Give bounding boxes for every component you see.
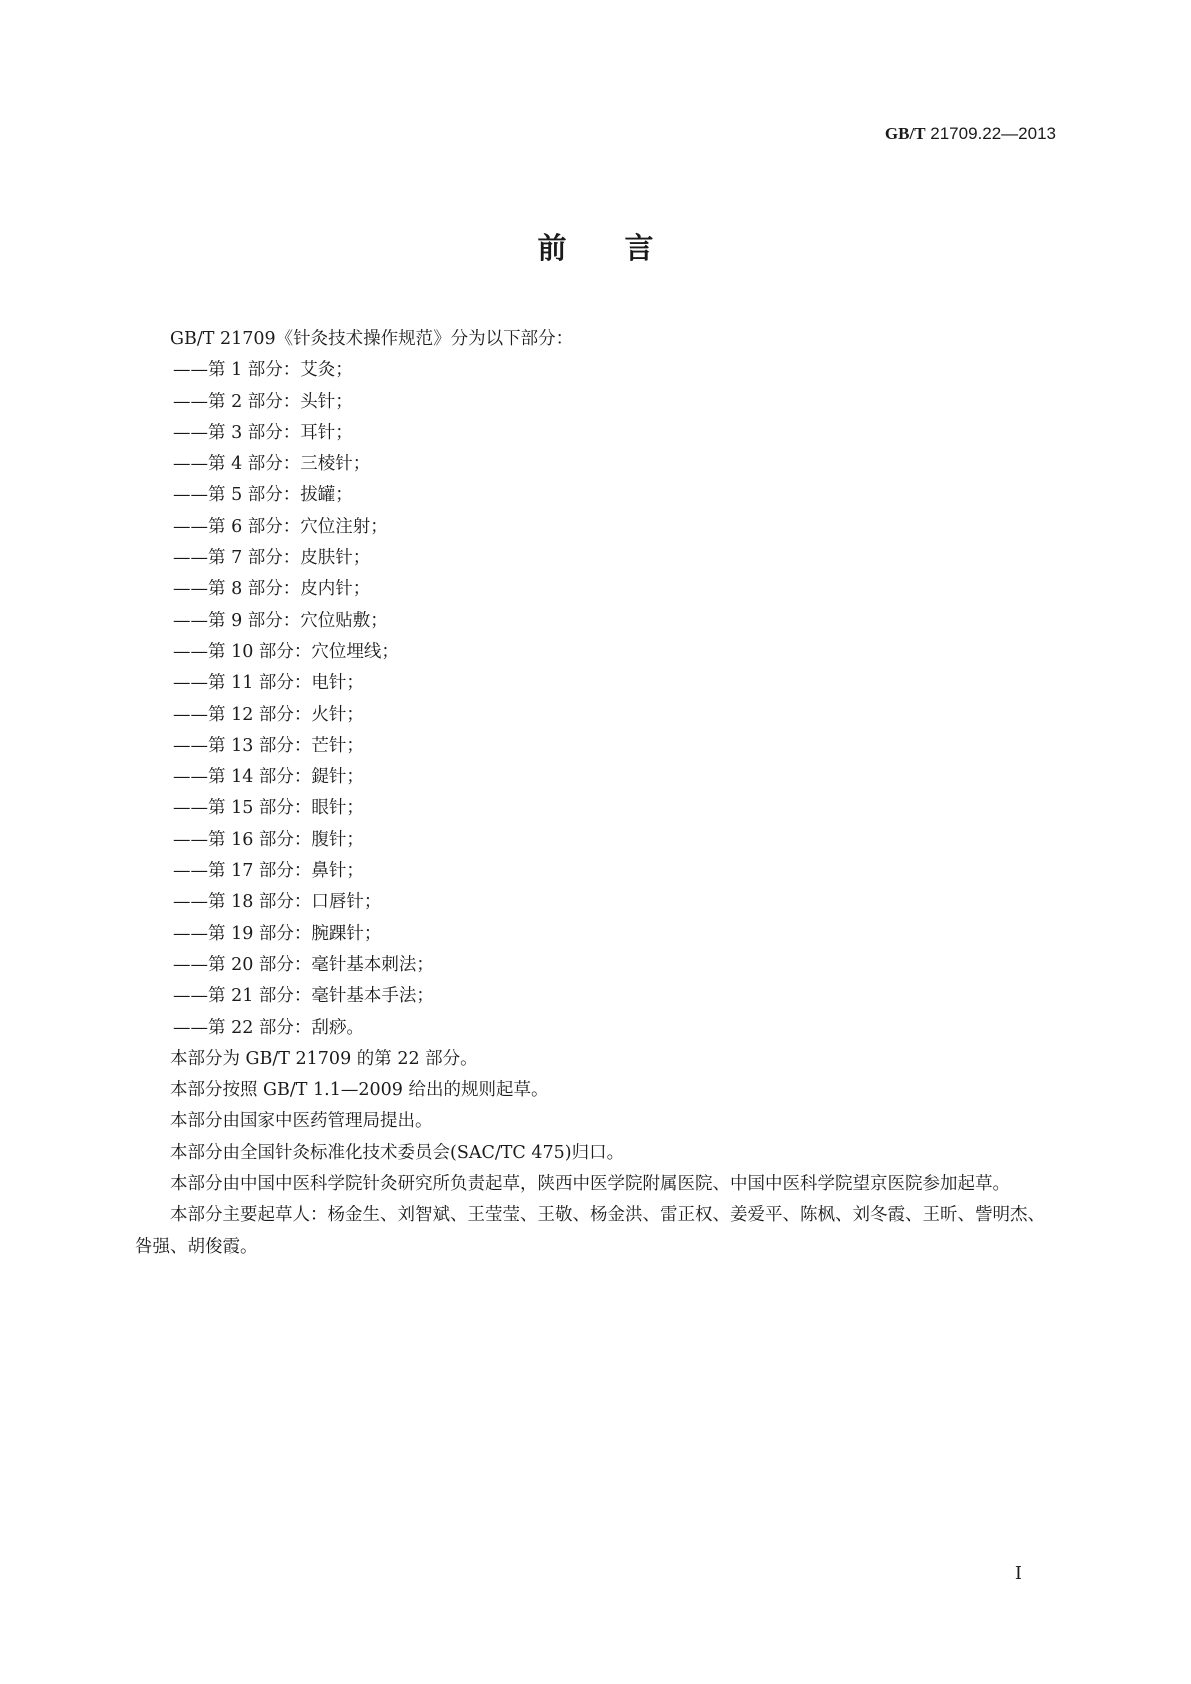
paragraph-part-number: 本部分为 GB/T 21709 的第 22 部分。 [170, 1048, 478, 1069]
paragraph-drafters: 本部分主要起草人：杨金生、刘智斌、王莹莹、王敬、杨金洪、雷正权、姜爱平、陈枫、刘冬霞、王昕、訾明杰、咎强、胡俊霞。 [135, 1205, 1045, 1257]
standard-code-number: 21709.22—2013 [925, 124, 1056, 143]
list-item: ——第 18 部分：口唇针； [173, 892, 382, 913]
list-item: ——第 21 部分：毫针基本手法； [173, 986, 434, 1007]
list-item: ——第 22 部分：刮痧。 [173, 1017, 364, 1038]
list-item: ——第 13 部分：芒针； [173, 735, 364, 756]
list-item: ——第 16 部分：腹针； [173, 829, 364, 850]
list-item: ——第 6 部分：穴位注射； [173, 516, 388, 537]
list-item: ——第 2 部分：头针； [173, 391, 353, 412]
list-item: ——第 3 部分：耳针； [173, 422, 353, 443]
list-item: ——第 10 部分：穴位埋线； [173, 641, 399, 662]
list-item: ——第 9 部分：穴位贴敷； [173, 610, 388, 631]
list-item: ——第 17 部分：鼻针； [173, 861, 364, 882]
standard-code [885, 124, 1056, 144]
page-number: I [1014, 1563, 1022, 1584]
list-item: ——第 20 部分：毫针基本刺法； [173, 954, 434, 975]
document-body [135, 324, 1057, 1263]
list-item: ——第 14 部分：鍉针； [173, 767, 364, 788]
intro-paragraph: GB/T 21709《针灸技术操作规范》分为以下部分： [170, 329, 574, 349]
paragraph-committee: 本部分由全国针灸标准化技术委员会(SAC/TC 475)归口。 [170, 1142, 625, 1163]
parts-list [135, 355, 1057, 1044]
list-item: ——第 19 部分：腕踝针； [173, 923, 382, 944]
list-item: ——第 12 部分：火针； [173, 704, 364, 725]
list-item: ——第 5 部分：拔罐； [173, 485, 353, 506]
paragraph-proposer: 本部分由国家中医药管理局提出。 [170, 1111, 433, 1132]
list-item: ——第 8 部分：皮内针； [173, 579, 371, 600]
list-item: ——第 15 部分：眼针； [173, 798, 364, 819]
list-item: ——第 1 部分：艾灸； [173, 360, 353, 381]
standard-code-prefix: GB/T [884, 124, 926, 143]
page-title: 前言 [537, 231, 712, 265]
list-item: ——第 4 部分：三棱针； [173, 454, 371, 475]
paragraph-drafting-rules: 本部分按照 GB/T 1.1—2009 给出的规则起草。 [170, 1080, 549, 1101]
list-item: ——第 7 部分：皮肤针； [173, 548, 371, 569]
list-item: ——第 11 部分：电针； [173, 673, 364, 694]
paragraph-drafting-units: 本部分由中国中医科学院针灸研究所负责起草，陕西中医学院附属医院、中国中医科学院望京医院参加起草。 [170, 1174, 1010, 1195]
